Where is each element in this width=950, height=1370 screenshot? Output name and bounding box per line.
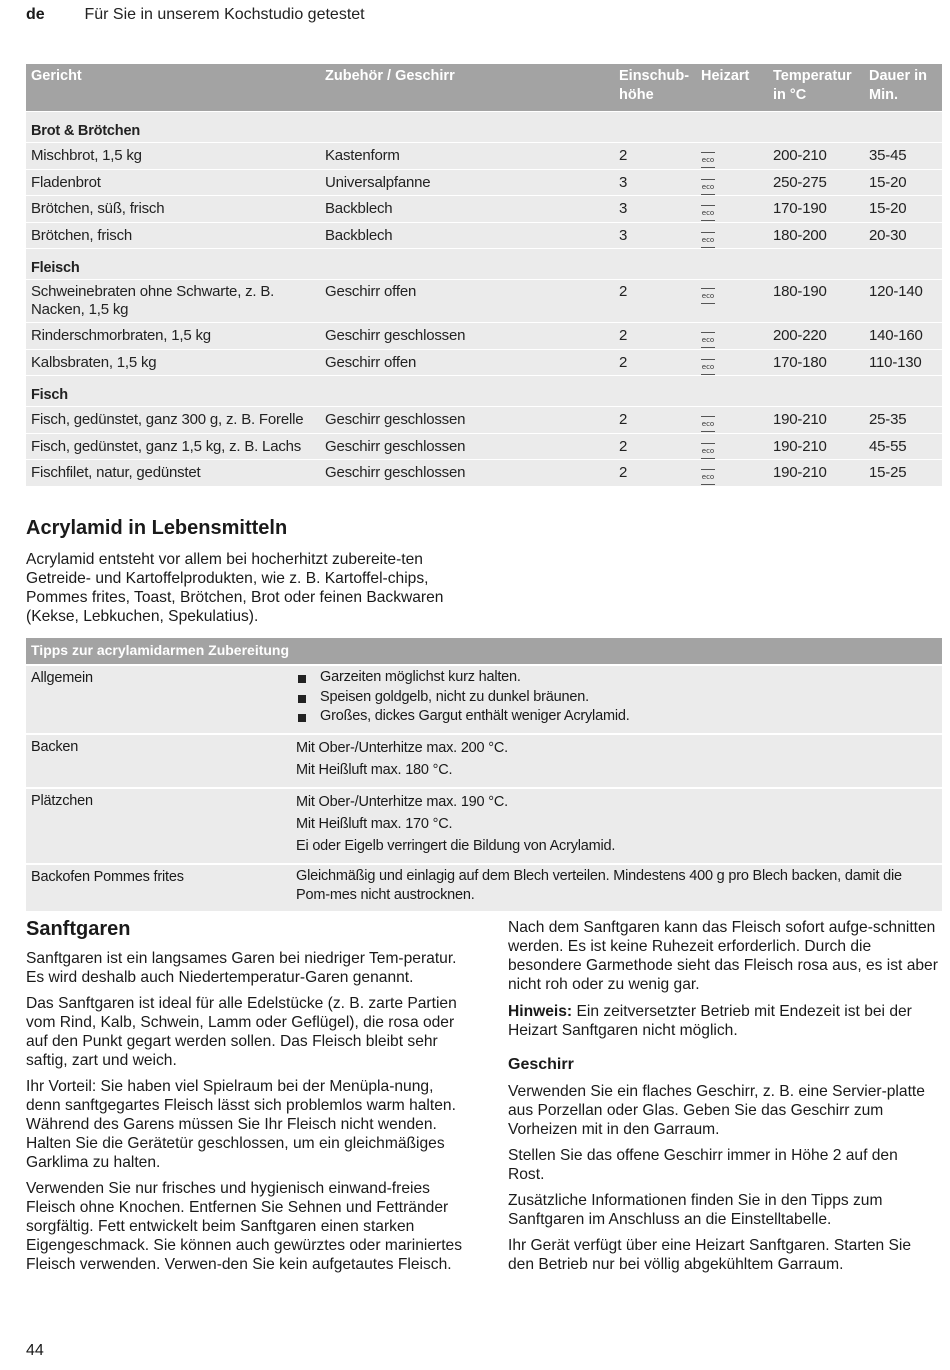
sanftgaren-right-column [508,918,938,1274]
accessory-cell: Kastenform [320,143,614,170]
cooking-table [26,64,942,486]
tips-row [26,788,942,864]
dish-cell: Brötchen, süß, frisch [26,196,320,223]
tips-line: Mit Ober-/Unterhitze max. 190 °C. [296,793,508,810]
temperature-cell: 190-210 [768,433,864,460]
duration-cell: 20-30 [864,222,942,249]
eco-heating-icon: eco [701,416,715,432]
paragraph: Nach dem Sanftgaren kann das Fleisch sofort aufge-schnitten werden. Es ist keine Ruhezeit erforderlich. Durch die besondere Garmethode sieht das Fleisch rosa aus, es ist aber nicht roh oder zu wenig gar. [508,919,938,993]
dish-cell: Mischbrot, 1,5 kg [26,143,320,170]
temperature-cell: 170-180 [768,349,864,376]
tips-line: Mit Heißluft max. 170 °C. [296,815,453,832]
level-cell: 2 [614,407,696,434]
eco-heating-icon: eco [701,232,715,248]
accessory-cell: Geschirr offen [320,280,614,323]
level-cell: 3 [614,222,696,249]
duration-cell: 120-140 [864,280,942,323]
hint-text: Ein zeitversetzter Betrieb mit Endezeit ist bei der Heizart Sanftgaren nicht möglich. [508,1003,912,1039]
eco-heating-icon: eco [701,152,715,168]
tips-label: Backen [26,734,291,788]
acrylamid-text: Acrylamid entsteht vor allem bei hocherhitzt zubereite-ten Getreide- und Kartoffelprodukten, wie z. B. Kartoffel-chips, Pommes frites, Toast, Brötchen, Brot oder feinen Backwaren (Kekse, Lebkuchen, Spekulatius). [26,551,444,625]
heating-cell [696,433,768,460]
page-header [26,6,365,24]
dish-cell: Schweinebraten ohne Schwarte, z. B. Nacken, 1,5 kg [26,280,320,323]
dish-cell: Rinderschmorbraten, 1,5 kg [26,323,320,350]
temperature-cell: 200-220 [768,323,864,350]
level-cell: 2 [614,433,696,460]
eco-heating-icon: eco [701,469,715,485]
dish-cell: Kalbsbraten, 1,5 kg [26,349,320,376]
acrylamid-tips-table [26,638,942,911]
eco-heating-icon: eco [701,443,715,459]
temperature-cell: 180-200 [768,222,864,249]
paragraph: Stellen Sie das offene Geschirr immer in Höhe 2 auf den Rost. [508,1147,898,1183]
tips-label: Backofen Pommes frites [26,864,291,911]
sanftgaren-heading: Sanftgaren [26,918,131,940]
header-heating: Heizart [696,64,768,112]
accessory-cell: Geschirr geschlossen [320,460,614,486]
group-title: Fleisch [26,249,942,280]
paragraph: Verwenden Sie ein flaches Geschirr, z. B. eine Servier-platte aus Porzellan oder Glas. Geben Sie das Geschirr zum Vorheizen mit in den Garraum. [508,1083,925,1138]
duration-cell: 45-55 [864,433,942,460]
group-title: Fisch [26,376,942,407]
tips-row [26,734,942,788]
paragraph: Sanftgaren ist ein langsames Garen bei niedriger Tem-peratur. Es wird deshalb auch Niedertemperatur-Garen genannt. [26,950,457,986]
accessory-cell: Geschirr geschlossen [320,323,614,350]
tips-row [26,864,942,911]
tips-bullet-list [296,668,937,727]
duration-cell: 15-20 [864,169,942,196]
accessory-cell: Backblech [320,222,614,249]
heating-cell [696,280,768,323]
tips-label: Allgemein [26,665,291,734]
level-cell: 3 [614,196,696,223]
level-cell: 2 [614,349,696,376]
sanftgaren-left-column [26,949,466,1274]
tips-line: Ei oder Eigelb verringert die Bildung von Acrylamid. [296,837,616,854]
tips-line: Gleichmäßig und einlagig auf dem Blech verteilen. Mindestens 400 g pro Blech backen, damit die Pom-mes nicht austrocknen. [296,867,902,903]
temperature-cell: 180-190 [768,280,864,323]
header-accessory: Zubehör / Geschirr [320,64,614,112]
paragraph: Das Sanftgaren ist ideal für alle Edelstücke (z. B. zarte Partien vom Rind, Kalb, Schwein, Lamm oder Geflügel), die rosa oder auf den Punkt gegart werden sollen. Das Fleisch bleibt sehr saftig, zart und weich. [26,995,457,1069]
list-item: Großes, dickes Gargut enthält weniger Acrylamid. [296,707,937,727]
table-row [26,407,942,434]
eco-heating-icon: eco [701,359,715,375]
header-temperature: Temperatur in °C [768,64,864,112]
duration-cell: 35-45 [864,143,942,170]
heating-cell [696,349,768,376]
table-row [26,349,942,376]
table-row [26,280,942,323]
group-title: Brot & Brötchen [26,112,942,143]
temperature-cell: 190-210 [768,460,864,486]
paragraph: Zusätzliche Informationen finden Sie in den Tipps zum Sanftgaren im Anschluss an die Einstelltabelle. [508,1192,883,1228]
paragraph: Verwenden Sie nur frisches und hygienisch einwand-freies Fleisch ohne Knochen. Entfernen Sie Sehnen und Fettränder sorgfältig. Fett entwickelt beim Sanftgaren einen starken Eigengeschmack. Sie können auch gewürztes oder mariniertes Fleisch verwenden. Verwen-den Sie kein aufgetautes Fleisch. [26,1180,462,1273]
dish-cell: Brötchen, frisch [26,222,320,249]
eco-heating-icon: eco [701,179,715,195]
heating-cell [696,407,768,434]
list-item: Speisen goldgelb, nicht zu dunkel bräunen. [296,688,937,708]
eco-heating-icon: eco [701,332,715,348]
level-cell: 2 [614,280,696,323]
duration-cell: 110-130 [864,349,942,376]
tips-content [291,864,942,911]
accessory-cell: Geschirr geschlossen [320,433,614,460]
table-row [26,433,942,460]
tips-content [291,665,942,734]
hint-paragraph [508,1002,938,1040]
accessory-cell: Geschirr offen [320,349,614,376]
heating-cell [696,323,768,350]
dish-cell: Fischfilet, natur, gedünstet [26,460,320,486]
table-row [26,323,942,350]
tips-label: Plätzchen [26,788,291,864]
level-cell: 3 [614,169,696,196]
paragraph: Ihr Gerät verfügt über eine Heizart Sanftgaren. Starten Sie den Betrieb nur bei völlig abgekühltem Garraum. [508,1237,912,1273]
group-row [26,112,942,143]
eco-heating-icon: eco [701,205,715,221]
header-level: Einschub- höhe [614,64,696,112]
eco-heating-icon: eco [701,288,715,304]
table-row [26,143,942,170]
heating-cell [696,222,768,249]
table-row [26,196,942,223]
tips-content [291,788,942,864]
temperature-cell: 250-275 [768,169,864,196]
temperature-cell: 190-210 [768,407,864,434]
dish-cell: Fladenbrot [26,169,320,196]
duration-cell: 15-25 [864,460,942,486]
temperature-cell: 170-190 [768,196,864,223]
list-item: Garzeiten möglichst kurz halten. [296,668,937,688]
acrylamid-heading: Acrylamid in Lebensmitteln [26,517,288,539]
heating-cell [696,460,768,486]
table-row [26,222,942,249]
tips-line: Mit Heißluft max. 180 °C. [296,761,453,778]
level-cell: 2 [614,143,696,170]
duration-cell: 140-160 [864,323,942,350]
accessory-cell: Universalpfanne [320,169,614,196]
header-duration: Dauer in Min. [864,64,942,112]
geschirr-subheading: Geschirr [508,1056,574,1073]
dish-cell: Fisch, gedünstet, ganz 1,5 kg, z. B. Lachs [26,433,320,460]
temperature-cell: 200-210 [768,143,864,170]
accessory-cell: Geschirr geschlossen [320,407,614,434]
group-row [26,249,942,280]
table-row [26,460,942,486]
tips-header: Tipps zur acrylamidarmen Zubereitung [26,638,942,665]
header-title: Für Sie in unserem Kochstudio getestet [84,6,365,23]
duration-cell: 25-35 [864,407,942,434]
table-row [26,169,942,196]
page-number: 44 [26,1342,44,1359]
level-cell: 2 [614,323,696,350]
heating-cell [696,143,768,170]
heating-cell [696,169,768,196]
tips-row [26,665,942,734]
accessory-cell: Backblech [320,196,614,223]
tips-content [291,734,942,788]
paragraph: Ihr Vorteil: Sie haben viel Spielraum bei der Menüpla-nung, denn sanftgegartes Fleisch lässt sich problemlos warm halten. Während des Garens müssen Sie Ihr Fleisch nicht wenden. Halten Sie die Gerätetür geschlossen, um ein gleichmäßiges Garklima zu halten. [26,1078,456,1171]
table-header-row [26,64,942,112]
heating-cell [696,196,768,223]
group-row [26,376,942,407]
dish-cell: Fisch, gedünstet, ganz 300 g, z. B. Forelle [26,407,320,434]
hint-label: Hinweis: [508,1003,573,1020]
duration-cell: 15-20 [864,196,942,223]
level-cell: 2 [614,460,696,486]
tips-line: Mit Ober-/Unterhitze max. 200 °C. [296,739,508,756]
header-dish: Gericht [26,64,320,112]
language-code: de [26,6,45,23]
